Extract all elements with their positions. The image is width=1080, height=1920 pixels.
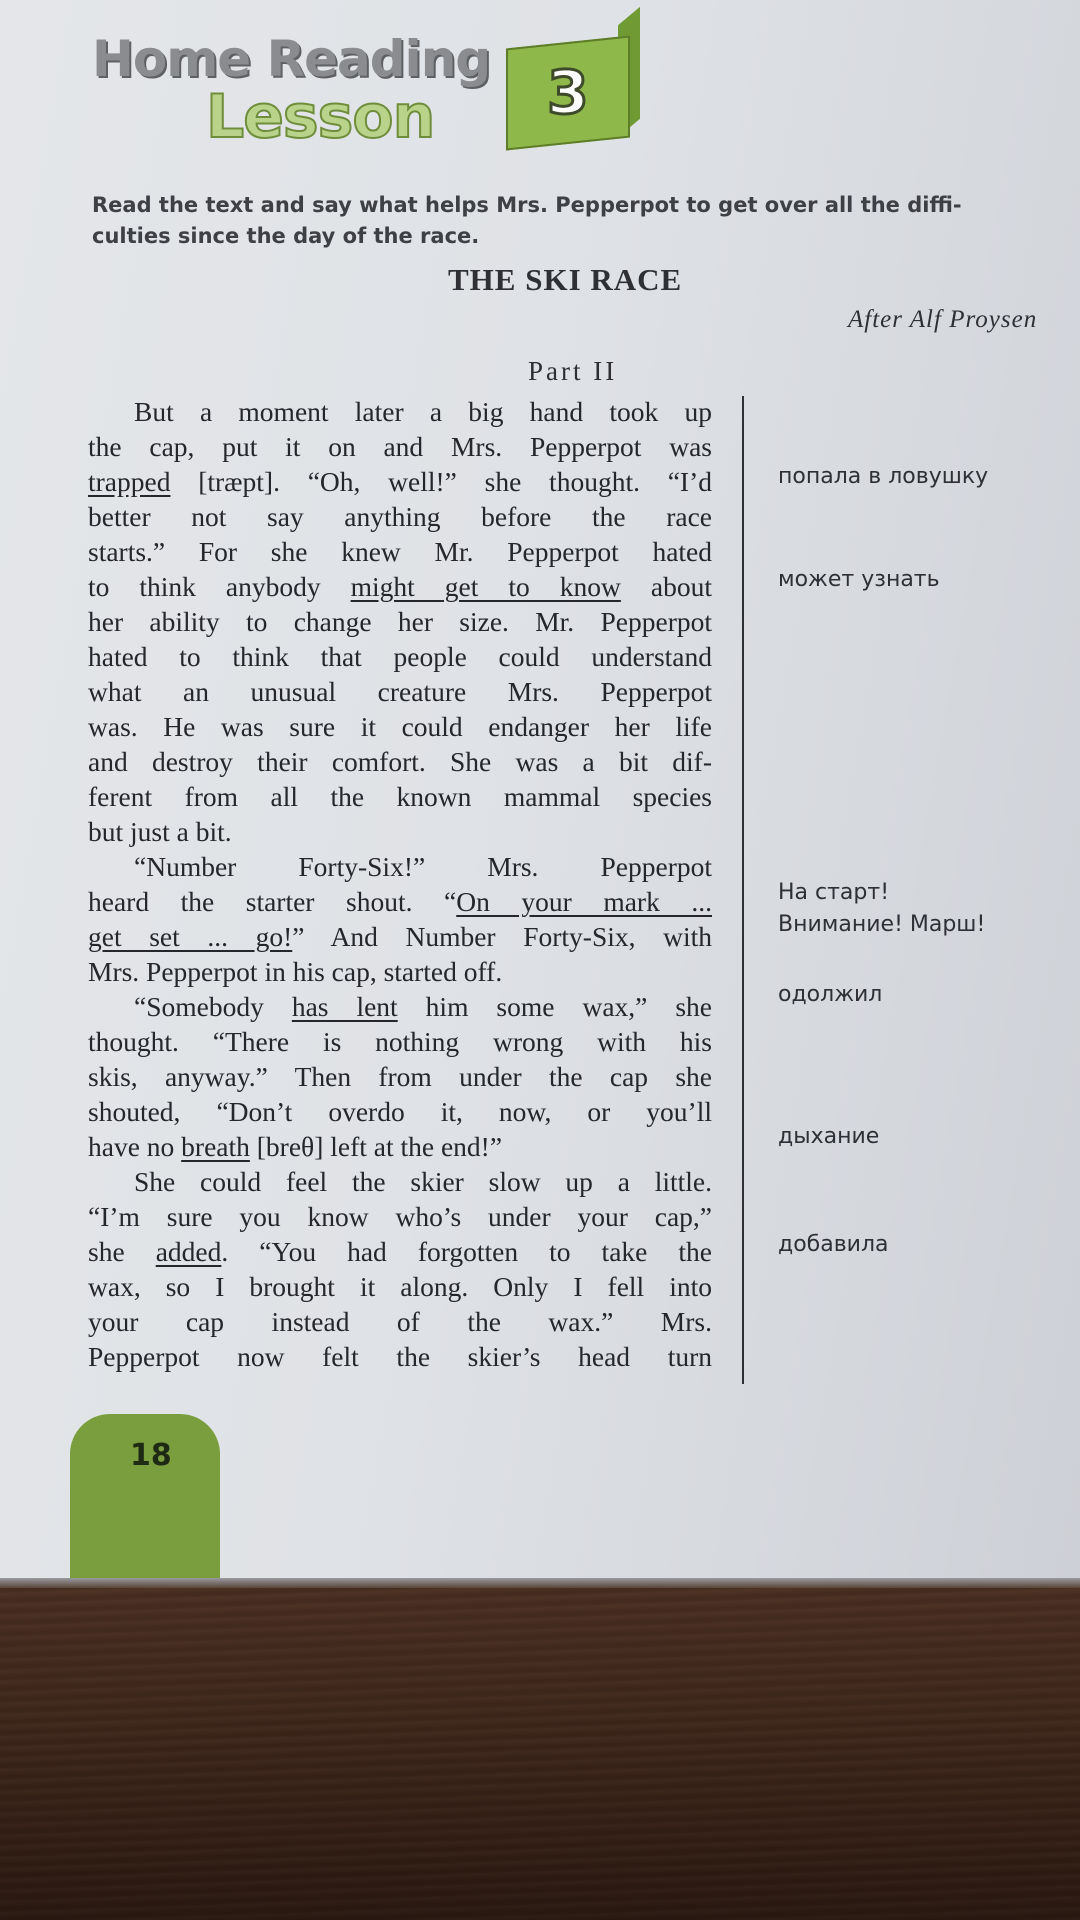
text-line: Mrs. Pepperpot in his cap, started off. (88, 956, 503, 987)
page-number: 18 (130, 1438, 172, 1473)
text-line: But a moment later a big hand took up (134, 396, 712, 427)
reading-instruction (92, 190, 1072, 252)
header-home-reading: Home Reading (92, 30, 491, 88)
story-author: After Alf Proysen (848, 306, 1038, 333)
text-line: “Number Forty-Six!” Mrs. Pepperpot (134, 851, 712, 882)
text-line: have no breath [breθ] left at the end!” (88, 1131, 503, 1162)
text-line: Pepperpot now felt the skier’s head turn (88, 1341, 712, 1372)
text-line: her ability to change her size. Mr. Pepperpot (88, 606, 712, 637)
text-line: heard the starter shout. “On your mark ... (88, 886, 712, 917)
lesson-number-badge (506, 35, 630, 150)
text-line: to think anybody might get to know about (88, 571, 712, 602)
text-line: shouted, “Don’t overdo it, now, or you’ll (88, 1096, 712, 1127)
instruction-line-2: culties since the day of the race. (92, 224, 480, 248)
text-line: she added. “You had forgotten to take the (88, 1236, 712, 1267)
text-line: and destroy their comfort. She was a bit dif- (88, 746, 712, 777)
gloss-has-lent: одолжил (778, 982, 883, 1007)
text-line: skis, anyway.” Then from under the cap she (88, 1061, 712, 1092)
text-line: ferent from all the known mammal species (88, 781, 712, 812)
text-line: your cap instead of the wax.” Mrs. (88, 1306, 712, 1337)
gloss-breath: дыхание (778, 1124, 880, 1149)
gloss-might-get-to-know: может узнать (778, 567, 940, 592)
vocab-get-set-go: get set ... go! (88, 921, 293, 952)
text-line: wax, so I brought it along. Only I fell into (88, 1271, 712, 1302)
text-line: trapped [træpt]. “Oh, well!” she thought. “I’d (88, 466, 712, 497)
text-line: hated to think that people could understand (88, 641, 712, 672)
text-line: what an unusual creature Mrs. Pepperpot (88, 676, 712, 707)
text-line: She could feel the skier slow up a little. (134, 1166, 712, 1197)
lesson-number: 3 (547, 58, 589, 128)
text-line: the cap, put it on and Mrs. Pepperpot was (88, 431, 712, 462)
gloss-get-set-go: Внимание! Марш! (778, 912, 986, 937)
gloss-on-your-mark: На старт! (778, 880, 890, 905)
vocab-added: added (155, 1236, 222, 1267)
text-line: better not say anything before the race (88, 501, 712, 532)
text-line: thought. “There is nothing wrong with his (88, 1026, 712, 1057)
vocab-trapped: trapped (88, 466, 171, 497)
story-title: THE SKI RACE (448, 262, 683, 297)
vocab-has-lent: has lent (291, 991, 398, 1022)
text-line: “I’m sure you know who’s under your cap,” (88, 1201, 712, 1232)
gloss-added: добавила (778, 1232, 889, 1257)
vocab-on-your-mark: On your mark ... (456, 886, 712, 917)
page-edge (0, 1578, 1080, 1588)
glossary-divider (742, 396, 744, 1384)
wooden-table (0, 1588, 1080, 1920)
text-line: “Somebody has lent him some wax,” she (134, 991, 712, 1022)
gloss-trapped: попала в ловушку (778, 464, 989, 489)
text-line: but just a bit. (88, 816, 232, 847)
vocab-might-get-to-know: might get to know (350, 571, 621, 602)
vocab-breath: breath (181, 1131, 250, 1162)
header-lesson: Lesson (206, 82, 435, 152)
text-line: starts.” For she knew Mr. Pepperpot hated (88, 536, 712, 567)
text-line: get set ... go!” And Number Forty-Six, with (88, 921, 712, 952)
text-line: was. He was sure it could endanger her life (88, 711, 712, 742)
story-part: Part II (528, 356, 618, 386)
instruction-line-1: Read the text and say what helps Mrs. Pepperpot to get over all the diffi- (92, 193, 962, 217)
